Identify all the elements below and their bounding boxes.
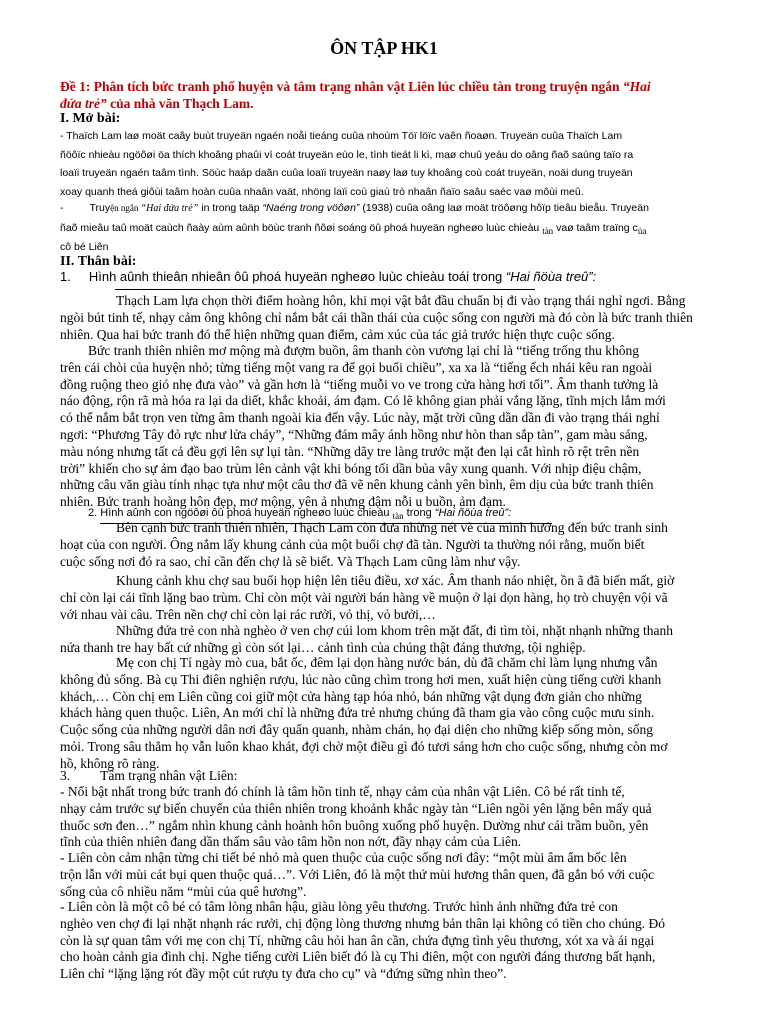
text-line: - Nổi bật nhất trong bức tranh đó chính là tâm hồn tinh tế, nhạy cảm của nhân vật Liên. Cô bé rất tinh tế, xyxy=(60,784,625,799)
text-line: trời” khiến cho sự ảm đạo bao trùm lên cảnh vật khi bóng tối dần bủa vây xung quanh. Với nhịp điệu chậm, xyxy=(60,460,642,476)
text-line: Mẹ con chị Tí ngày mò cua, bắt ốc, đêm lại dọn hàng nước bán, dù đã chăm chỉ làm lụng nhưng vẫn xyxy=(116,655,658,670)
text-line: náo động, rộn rã mà hóa ra lại da diết, khắc khoải, ám đạm. Có lẽ không gian phải vắng lặng, tĩnh mịch lắm mới xyxy=(60,393,666,409)
text-line: khách hàng quen thuộc. Liên, An mới chỉ là những đứa trẻ nhưng chúng đã tham gia vào công cuộc mưu sinh. xyxy=(60,705,655,721)
text-line: với nhau vài câu. Trên nền chợ chỉ còn lại rác rưởi, vỏ thị, vỏ bưởi,… xyxy=(60,606,436,622)
text-line: những câu văn giàu tính nhạc tựa như một câu thơ đã vẽ nên khung cảnh yên bình, êm dịu của bức tranh thiên xyxy=(60,477,654,493)
text-line: còn là sự quan tâm với mẹ con chị Tí, những câu hỏi han ân cần, chứa đựng tình yêu thương, xót xa và ái ngại xyxy=(60,932,655,948)
body-paragraph-8 xyxy=(60,850,696,900)
text-line: - Thaïch Lam laø moät caây buùt truyeän ngaén noåi tieáng cuûa nhoùm Töï löïc vaên ñoaøn. Truyeän cuûa Thaïch Lam xyxy=(60,130,623,142)
body-paragraph-7 xyxy=(60,784,696,851)
text-line: nhiên. Bức tranh hoàng hôn đẹp, mơ mộng, yên ả nhưng đậm nỗi u buồn, ảm đạm. xyxy=(60,494,506,510)
text-line: Những đứa trẻ con nhà nghèo ở ven chợ cúi lom khom trên mặt đất, đi tìm tòi, nhặt nhạnh những thanh xyxy=(116,623,673,638)
text-line: hồ, không rõ ràng. xyxy=(60,755,160,771)
text-line: Cuộc sống của những người dân nơi đây quẩn quanh, nhàm chán, họ đại diện cho những kiếp sống mòn, sống xyxy=(60,722,654,738)
text-line: chỉ còn lại cái tĩnh lặng bao trùm. Chỉ còn một vài người bán hàng về muộn ở lại dọn hàng, họ trò chuyện vội vã xyxy=(60,589,668,605)
intro-paragraph-2-line-1: - Truyện ngắn “Hai đứa trẻ” in trong taäp “Naéng trong vöôøn” (1938) cuûa oâng laø moät tröôøng hôïp tieâu bieåu. Truyeän xyxy=(60,202,649,214)
text-line: đồng ruộng theo gió nhẹ đưa vào” và gần hơn là “tiếng muỗi vo ve trong cửa hàng hơi tối”. Âm thanh tưởng là xyxy=(60,376,659,392)
body-paragraph-2 xyxy=(60,343,696,511)
text-line: màu nóng nhưng tất cả đều gợi lên sự lụi tàn. “Những dãy tre làng trước mặt đen lại cắt hình rõ rệt trên nền xyxy=(60,443,640,459)
text-line: Bức tranh thiên nhiên mơ mộng mà đượm buồn, âm thanh còn vương lại chỉ là “tiếng trống thu không xyxy=(88,343,640,358)
text-line: hoạt của con người. Ông nắm lấy khung cảnh của một buổi chợ đã tàn. Người ta thường nói rằng, muốn biết xyxy=(60,536,645,552)
text-line: nghèo ven chợ đi lại nhặt nhạnh rác rưởi, chị động lòng thương nhưng bản thân lại không có tiền cho chúng. Đó xyxy=(60,915,665,931)
text-line: cuộc sống nơi đó ra sao, chỉ cần đến chợ là sẽ biết. Và Thạch Lam cũng làm như vậy. xyxy=(60,553,521,569)
body-item-2-heading: 2. Hình aûnh con ngöôøi ôû phoá huyeän ngheøo luùc chieàu $_{tàn}$ trong “Hai ñöùa treû”: xyxy=(88,507,512,521)
text-line: ngơi: “Phương Tây đỏ rực như lửa cháy”, “Những đám mây ánh hồng như hòn than sắp tàn”, gam màu sáng, xyxy=(60,426,648,442)
page-title: ÔN TẬP HK1 xyxy=(330,38,438,58)
text-line: Liên chỉ “lặng lặng rót đầy một cút rượu ty đưa cho cụ” và “đứng sững nhìn theo”. xyxy=(60,966,507,982)
text-line: mỏi. Trong sâu thẳm họ vẫn luôn khao khát, đợi chờ một điều gì đó tươi sáng hơn cho cuộc sống, nhưng còn mơ xyxy=(60,738,668,754)
text-line: ngòi bút tinh tế, nhạy cảm ông không chỉ nắm bắt cái thần thái của cuộc sống con người mà đó còn là bức tranh thiên xyxy=(60,309,693,325)
intro-paragraph-2-line-3: cô bé Liên xyxy=(60,241,109,253)
text-line: sống của cô nhiều năm “mùi của quê hương”. xyxy=(60,883,307,899)
body-paragraph-9 xyxy=(60,899,696,983)
intro-paragraph-2-line-2: ñaõ mieâu taû moät caùch ñaày aùm aûnh böùc tranh ñôøi soáng öû phoá huyeän ngheøo luùc chieàu tàn vaø taâm traïng của xyxy=(60,222,647,236)
text-line: nứa thanh tre hay bất cứ những gì còn sót lại… cảnh tình của chúng thật đáng thương, tội nghiệp. xyxy=(60,639,586,655)
text-line: thuốc sơn đen…” ngắm nhìn khung cảnh hoành hôn buông xuống phố huyện. Dường như cái trầm buồn, yên xyxy=(60,817,649,833)
text-line: không đủ sống. Bà cụ Thi điên nghiện rượu, lúc nào cũng chìm trong hơi men, xuất hiện cùng tiếng cười khanh xyxy=(60,671,662,687)
text-line: cho hoàn cảnh gia đình chị. Nghe tiếng cười Liên biết đó là cụ Thi điên, một con người đáng thương bất hạnh, xyxy=(60,949,656,965)
topic-line-1: Đề 1: Phân tích bức tranh phố huyện và tâm trạng nhân vật Liên lúc chiều tàn trong truyện ngắn “Hai xyxy=(60,79,651,94)
text-line: Thạch Lam lựa chọn thời điểm hoàng hôn, khi mọi vật bắt đầu chuẩn bị đi vào trạng thái nghỉ ngơi. Bằng xyxy=(116,293,686,308)
body-paragraph-3 xyxy=(60,520,696,570)
text-line: Khung cảnh khu chợ sau buổi họp hiện lên tiêu điều, xơ xác. Âm thanh náo nhiệt, ồn ã đã biến mất, giờ xyxy=(116,573,675,588)
text-line: loaïi truyeän ngaén taâm tình. Söùc haáp daãn cuûa loaïi truyeän naøy laø tuy khoâng coù coát truyeän, noäi dung truyeän xyxy=(60,167,633,179)
text-line: ñöôïc nhieàu ngöôøi öa thích khoâng phaûi vì coát truyeän eùo le, tình tieát li kì, maø chuû yeáu do oâng ñaõ saùng taïo ra xyxy=(60,148,634,161)
text-line: trộn lẫn với mùi cát bụi quen thuộc quá…”. Với Liên, đó là một thứ mùi hương thân quen, đã gắn bó với cuộc xyxy=(60,866,655,882)
text-line: Bên cạnh bức tranh thiên nhiên, Thạch Lam còn đưa những nét vẽ của mình hướng đến bức tranh sinh xyxy=(116,520,668,535)
section-heading-body: II. Thân bài: xyxy=(60,254,137,269)
text-line: nhiên. Qua hai bức tranh đó thể hiện những quan điểm, cảm xúc của tác giả trước hiện thực cuộc sống. xyxy=(60,326,615,342)
text-line: khách,… Còn chị em Liên cũng coi giữ một cửa hàng tạp hóa nhỏ, bán những vật dụng đơn giản cho những xyxy=(60,688,642,704)
body-item-3-heading: 3. Tâm trạng nhân vật Liên: xyxy=(60,768,238,783)
text-line: tĩnh của thiên nhiên đang dần thấm sâu vào tâm hồn non nớt, đầy nhạy cảm của Liên. xyxy=(60,834,522,850)
text-line: - Liên còn là một cô bé có tâm lòng nhân hậu, giàu lòng yêu thương. Trước hình ảnh những đứa trẻ con xyxy=(60,899,618,914)
text-line: - Liên còn cảm nhận từng chi tiết bé nhỏ mà quen thuộc của cuộc sống nơi đây: “một mùi âm ẩm bốc lên xyxy=(60,850,627,865)
body-paragraph-6 xyxy=(60,655,696,773)
text-line: xoay quanh theá giôùi taâm hoàn cuûa nhaân vaät, nhöng laïi coù giaù trò nhaân ñaïo saâu saéc vaø môùi meû. xyxy=(60,185,584,198)
body-paragraph-5 xyxy=(60,623,696,657)
text-line: nhạy cảm trước sự biến chuyển của thiên nhiên trong khoảnh khắc ngày tàn “Liên ngồi yên lặng bên mấy quả xyxy=(60,800,652,816)
item-1-underline xyxy=(115,289,535,290)
intro-paragraph-1 xyxy=(60,127,633,201)
text-line: có thể nắm bắt trọn ven từng âm thanh ngoài kia đến vậy. Lúc này, mặt trời cũng dần dần đi vào trạng thái nghỉ xyxy=(60,410,660,426)
body-paragraph-4 xyxy=(60,573,696,623)
body-paragraph-1 xyxy=(60,293,696,343)
section-heading-intro: I. Mở bài: xyxy=(60,111,121,126)
body-item-1-heading: 1. Hình aûnh thieân nhieân ôû phoá huyeän ngheøo luùc chieàu toái trong “Hai ñöùa treû”: xyxy=(60,269,597,284)
text-line: trên cái chòi của huyện nhỏ; từng tiếng một vang ra để gọi buổi chiều”, xa xa là “tiếng ếch nhái kêu ran ngoài xyxy=(60,359,653,375)
topic-line-2: đứa trẻ” của nhà văn Thạch Lam. xyxy=(60,96,254,111)
